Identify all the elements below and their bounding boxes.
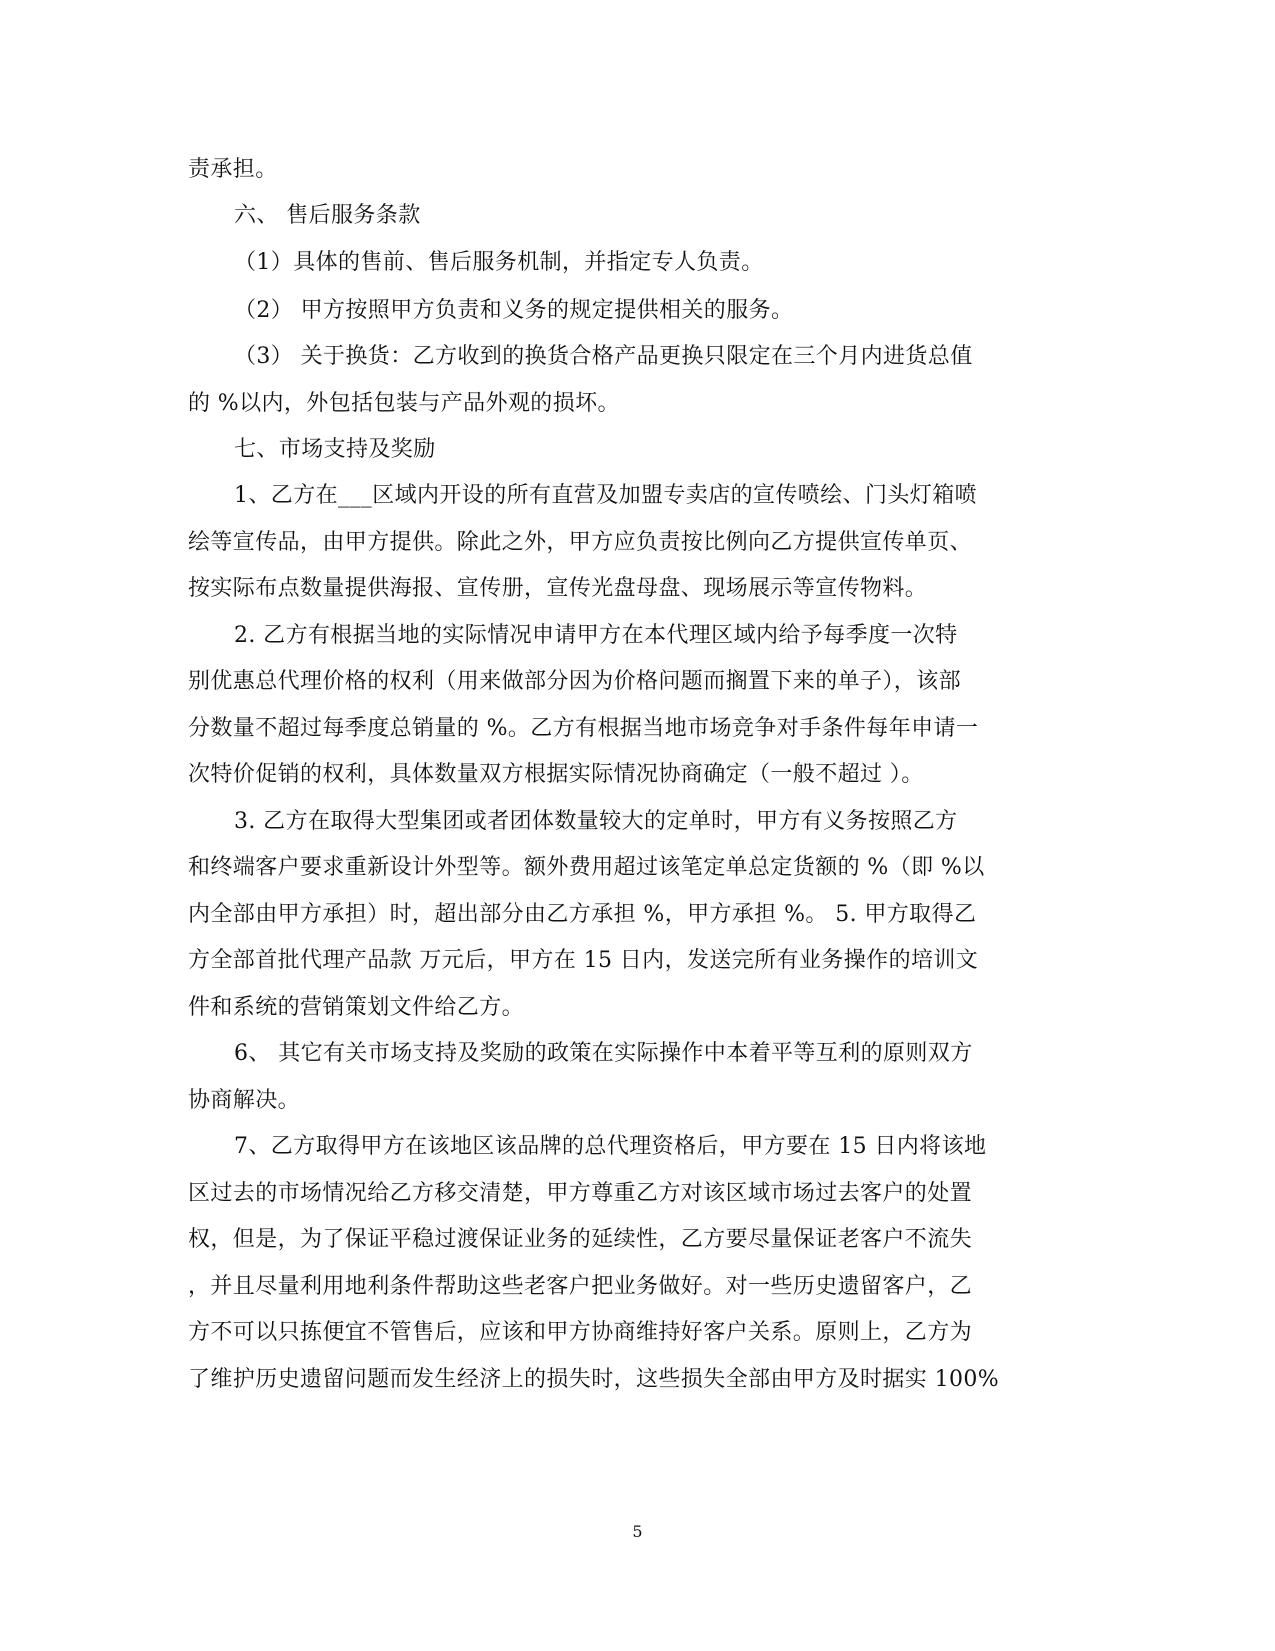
text-line: ，并且尽量利用地利条件帮助这些老客户把业务做好。对一些历史遗留客户，乙: [188, 1274, 973, 1299]
text-line: 区过去的市场情况给乙方移交清楚，甲方尊重乙方对该区域市场过去客户的处置: [188, 1181, 973, 1206]
text-line: 方全部首批代理产品款 万元后，甲方在 15 日内，发送完所有业务操作的培训文: [188, 948, 979, 973]
text-line: 绘等宣传品，由甲方提供。除此之外，甲方应负责按比例向乙方提供宣传单页、: [188, 530, 973, 555]
text-line: （3） 关于换货：乙方收到的换货合格产品更换只限定在三个月内进货总值: [234, 344, 973, 369]
text-line: 1、乙方在___区域内开设的所有直营及加盟专卖店的宣传喷绘、门头灯箱喷: [234, 483, 977, 508]
section-heading-market-support: 七、市场支持及奖励: [234, 437, 436, 462]
text-line: 分数量不超过每季度总销量的 %。乙方有根据当地市场竞争对手条件每年申请一: [188, 716, 979, 741]
text-line: 次特价促销的权利，具体数量双方根据实际情况协商确定（一般不超过 ）。: [188, 762, 924, 787]
text-line: 协商解决。: [188, 1088, 301, 1113]
text-line: 内全部由甲方承担）时，超出部分由乙方承担 %，甲方承担 %。 5. 甲方取得乙: [188, 902, 977, 927]
text-line: 3. 乙方在取得大型集团或者团体数量较大的定单时，甲方有义务按照乙方: [234, 809, 958, 834]
section-heading-after-sales: 六、 售后服务条款: [234, 203, 421, 228]
text-line: 方不可以只拣便宜不管售后，应该和甲方协商维持好客户关系。原则上，乙方为: [188, 1320, 973, 1345]
text-line: 的 %以内，外包括包装与产品外观的损坏。: [188, 391, 620, 416]
text-line: （2） 甲方按照甲方负责和义务的规定提供相关的服务。: [234, 298, 794, 323]
page-number: 5: [632, 1522, 643, 1541]
text-line: 了维护历史遗留问题而发生经济上的损失时，这些损失全部由甲方及时据实 100%: [188, 1367, 1000, 1392]
text-line: 件和系统的营销策划文件给乙方。: [188, 995, 525, 1020]
text-line: 7、乙方取得甲方在该地区该品牌的总代理资格后，甲方要在 15 日内将该地: [234, 1134, 987, 1159]
text-line: 别优惠总代理价格的权利（用来做部分因为价格问题而搁置下来的单子），该部: [188, 669, 962, 694]
text-line: 责承担。: [188, 157, 278, 182]
text-line: 6、 其它有关市场支持及奖励的政策在实际操作中本着平等互利的原则双方: [234, 1041, 973, 1066]
text-line: （1）具体的售前、售后服务机制，并指定专人负责。: [234, 250, 764, 275]
text-line: 2. 乙方有根据当地的实际情况申请甲方在本代理区域内给予每季度一次特: [234, 623, 958, 648]
text-line: 按实际布点数量提供海报、宣传册，宣传光盘母盘、现场展示等宣传物料。: [188, 576, 928, 601]
text-line: 权，但是，为了保证平稳过渡保证业务的延续性，乙方要尽量保证老客户不流失: [188, 1227, 973, 1252]
text-line: 和终端客户要求重新设计外型等。额外费用超过该笔定单总定货额的 %（即 %以: [188, 855, 985, 880]
